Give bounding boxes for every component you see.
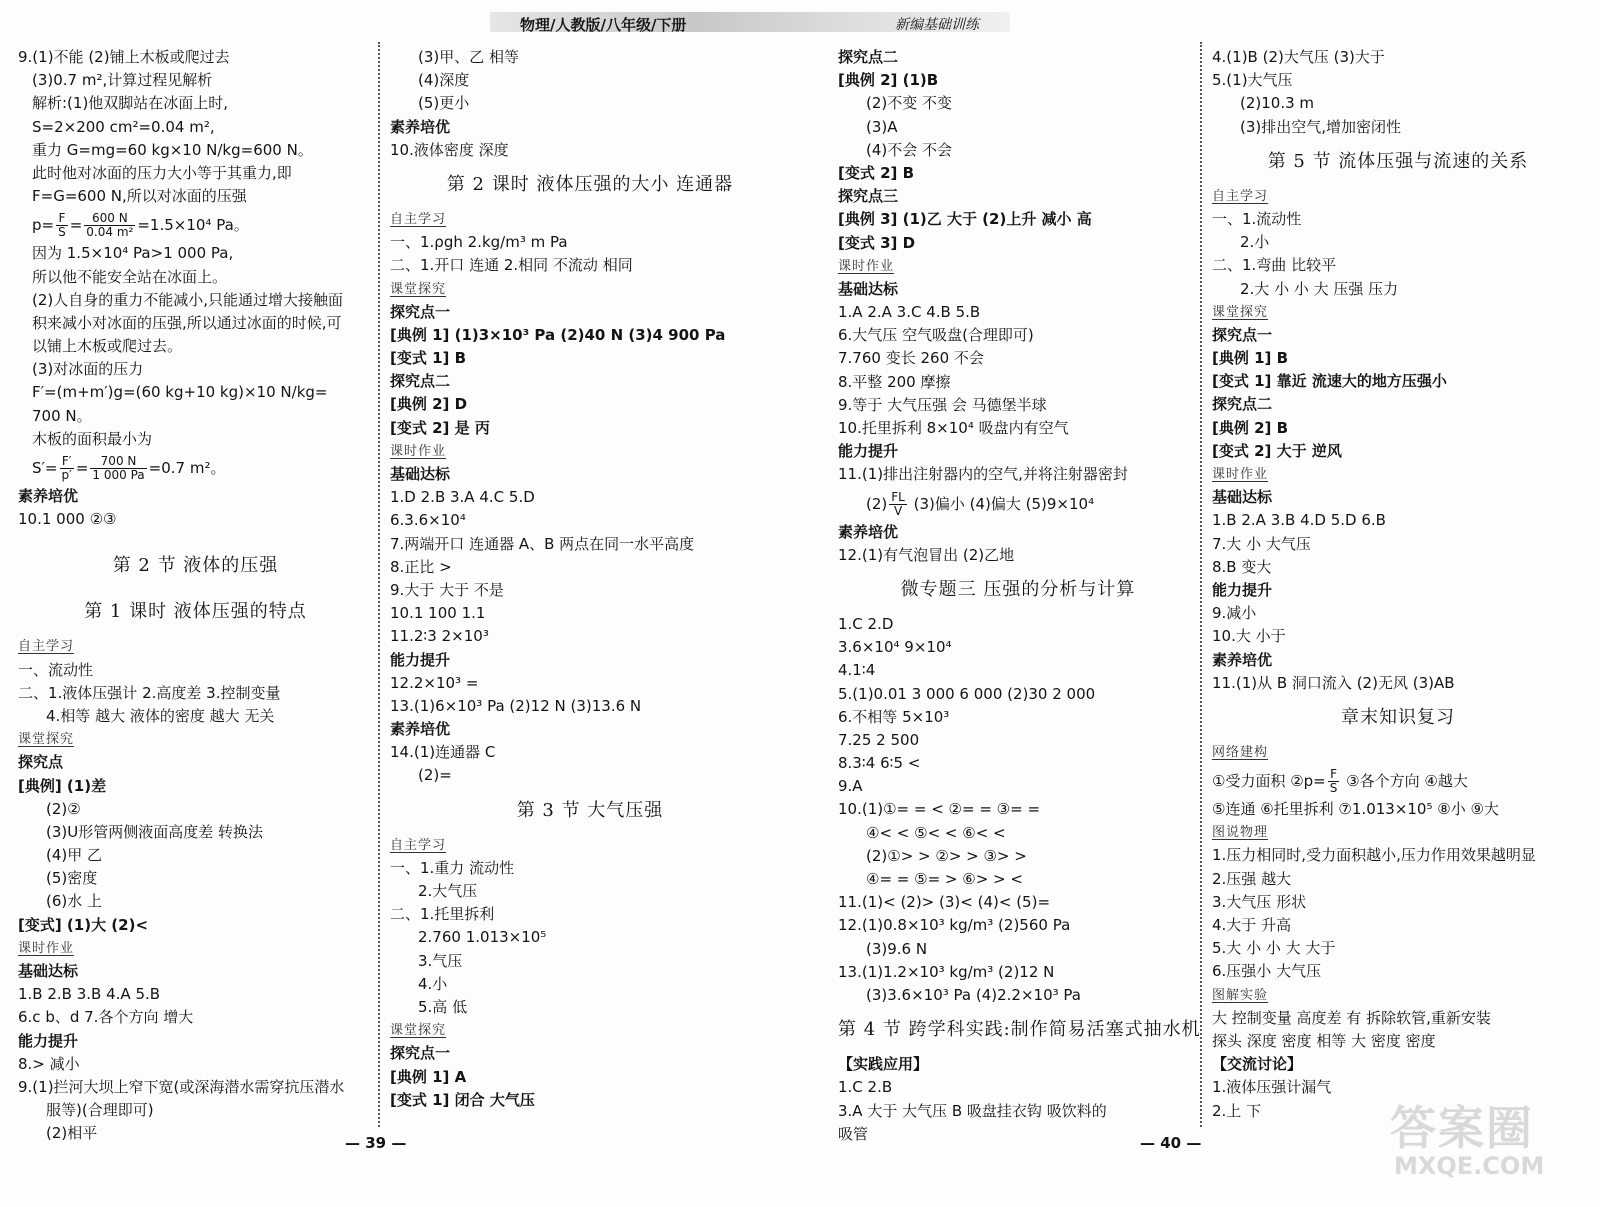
answer-line: 一、1.ρgh 2.kg/m³ m Pa (390, 233, 568, 252)
answer-line: 3.6×10⁴ 9×10⁴ (838, 638, 952, 657)
subheading: [典例 2] (1)B (838, 71, 939, 90)
formula-text: S′= (32, 459, 58, 477)
section-label: 课时作业 (1212, 467, 1269, 482)
answer-line: (2)不变 不变 (866, 94, 953, 113)
answer-line: 一、1.重力 流动性 (390, 858, 515, 877)
answer-line: 10.1 000 ②③ (18, 510, 117, 529)
fraction-numerator: F (56, 212, 68, 226)
subheading: [典例 1] (1)3×10³ Pa (2)40 N (3)4 900 Pa (390, 325, 726, 344)
fraction-denominator: S (1329, 781, 1338, 796)
answer-line: 2.小 (1240, 233, 1270, 252)
subheading: [典例 2] B (1212, 418, 1289, 437)
answer-line: 2.760 1.013×10⁵ (418, 928, 547, 947)
section-label: 图说物理 (1212, 825, 1269, 841)
answer-line: 6.不相等 5×10³ (838, 707, 950, 726)
answer-line: 11.2∶3 2×10³ (390, 627, 489, 646)
formula-text: (3)偏小 (4)偏大 (5)9×10⁴ (908, 494, 1095, 513)
answer-line: 以铺上木板或爬过去。 (32, 337, 183, 356)
answer-line: F=G=600 N,所以对冰面的压强 (32, 187, 247, 206)
subheading: 能力提升 (838, 442, 899, 461)
answer-line: 3.气压 (418, 951, 463, 970)
answer-line: 此时他对冰面的压力大小等于其重力,即 (32, 163, 292, 182)
subheading: 【实践应用】 (838, 1055, 929, 1074)
answer-line: 2.大 小 小 大 压强 压力 (1240, 279, 1399, 298)
answer-line: 二、1.开口 连通 2.相同 不流动 相同 (390, 256, 633, 275)
subheading: [变式 1] 闭合 大气压 (390, 1090, 535, 1109)
subheading: [变式] (1)大 (2)< (18, 915, 149, 934)
answer-line: (2)①> > ②> > ③> > (866, 846, 1027, 865)
answer-line: (5)密度 (46, 869, 98, 888)
section-title: 第 5 节 流体压强与流速的关系 (1267, 150, 1529, 172)
subheading: 探究点二 (390, 372, 451, 391)
answer-line: 9.A (838, 777, 863, 796)
answer-line: 13.(1)1.2×10³ kg/m³ (2)12 N (838, 962, 1055, 981)
answer-line: 6.c b、d 7.各个方向 增大 (18, 1008, 194, 1027)
answer-line: (3)9.6 N (866, 939, 928, 958)
subheading: 探究点二 (838, 48, 899, 66)
answer-line: 10.(1)①= = < ②= = ③= = (838, 800, 1041, 819)
subheading: 探究点一 (390, 302, 451, 321)
answer-line: 2.上 下 (1212, 1101, 1262, 1120)
fraction-numerator: F (1328, 768, 1340, 782)
answer-line: ④< < ⑤< < ⑥< < (866, 823, 1006, 842)
answer-line: 1.液体压强计漏气 (1212, 1078, 1332, 1097)
answer-column-4 (1212, 46, 1584, 1123)
subheading: 基础达标 (1212, 488, 1273, 507)
answer-line: 6.大气压 空气吸盘(合理即可) (838, 326, 1034, 345)
answer-line: 二、1.液体压强计 2.高度差 3.控制变量 (18, 683, 281, 702)
page-number-right: — 40 — (1140, 1134, 1202, 1152)
answer-line: (2)② (46, 799, 81, 818)
answer-column-3 (838, 46, 1201, 1146)
subheading: 基础达标 (390, 465, 451, 483)
answer-line: 二、1.弯曲 比较平 (1212, 256, 1337, 275)
page-number-left: — 39 — (345, 1134, 407, 1152)
answer-line: 二、1.托里拆利 (390, 905, 495, 924)
formula-text: =1.5×10⁴ Pa。 (137, 216, 249, 235)
answer-line: 8.3∶4 6∶5 < (838, 754, 921, 773)
answer-line: 4.(1)B (2)大气压 (3)大于 (1212, 48, 1385, 66)
section-label: 自主学习 (18, 639, 75, 655)
answer-line: (4)甲 乙 (46, 846, 103, 865)
answer-line: 积来减小对冰面的压强,所以通过冰面的时候,可 (32, 313, 342, 332)
section-label: 网络建构 (1212, 744, 1269, 760)
answer-line: ⑤连通 ⑥托里拆利 ⑦1.013×10⁵ ⑧小 ⑨大 (1212, 800, 1499, 819)
subheading: [典例] (1)差 (18, 776, 107, 795)
section-title: 第 4 节 跨学科实践:制作简易活塞式抽水机 (838, 1019, 1201, 1041)
running-header (490, 6, 1010, 36)
answer-line: 木板的面积最小为 (32, 429, 153, 448)
section-label: 课堂探究 (18, 732, 75, 748)
answer-line: 9.(1)不能 (2)铺上木板或爬过去 (18, 48, 230, 66)
fraction-denominator: p′ (61, 468, 72, 482)
answer-line: 12.2×10³ = (390, 673, 479, 692)
answer-line: 4.相等 越大 液体的密度 越大 无关 (46, 706, 275, 725)
section-label: 课时作业 (18, 940, 75, 956)
subheading: 能力提升 (390, 650, 451, 669)
answer-line: 7.两端开口 连通器 A、B 两点在同一水平高度 (390, 534, 695, 553)
answer-line: ④= = ⑤= > ⑥> > < (866, 870, 1023, 888)
answer-line: 8.> 减小 (18, 1054, 80, 1073)
subheading: 基础达标 (18, 962, 79, 980)
fraction-numerator: 700 N (90, 455, 146, 469)
fraction-denominator: V (893, 503, 903, 518)
answer-line: (2)人自身的重力不能减小,只能通过增大接触面 (32, 290, 344, 309)
answer-line: (3)甲、乙 相等 (418, 48, 520, 66)
answer-column-2 (390, 46, 790, 1112)
fraction (90, 455, 146, 482)
answer-line: 3.A 大于 大气压 B 吸盘挂衣钩 吸饮料的 (838, 1101, 1107, 1120)
section-title: 微专题三 压强的分析与计算 (900, 578, 1136, 600)
subheading: 探究点三 (838, 187, 899, 206)
fraction-denominator: 0.04 m² (86, 225, 134, 240)
answer-line: 6.3.6×10⁴ (390, 511, 466, 530)
answer-line: 8.平整 200 摩擦 (838, 372, 951, 391)
section-title: 章末知识复习 (1341, 706, 1455, 728)
subheading: 探究点一 (390, 1044, 451, 1063)
formula-text: ①受力面积 ②p= (1212, 772, 1326, 791)
fraction-denominator: 1 000 Pa (92, 468, 145, 482)
answer-line: (3)对冰面的压力 (32, 360, 144, 379)
section-label: 课堂探究 (390, 281, 447, 297)
subheading: 【交流讨论】 (1212, 1055, 1303, 1074)
answer-line: 解析:(1)他双脚站在冰面上时, (32, 94, 229, 113)
answer-line: 服等)(合理即可) (46, 1101, 154, 1120)
answer-line: 7.25 2 500 (838, 730, 920, 749)
formula-line (838, 487, 1198, 521)
fraction (84, 212, 135, 239)
answer-line: 4.1∶4 (838, 661, 876, 680)
answer-line: (2)相平 (46, 1124, 98, 1143)
subheading: 素养培优 (1212, 650, 1273, 669)
answer-column-1 (18, 46, 373, 1146)
answer-line: 5.(1)0.01 3 000 6 000 (2)30 2 000 (838, 684, 1096, 703)
answer-line: 4.大于 升高 (1212, 916, 1292, 934)
column-divider (378, 42, 380, 1127)
answer-line: (3)U形管两侧液面高度差 转换法 (46, 822, 263, 841)
section-label: 课堂探究 (390, 1023, 447, 1039)
answer-line: 9.减小 (1212, 604, 1257, 623)
answer-line: 3.大气压 形状 (1212, 892, 1307, 911)
answer-line: 8.B 变大 (1212, 557, 1272, 576)
answer-line: 14.(1)连通器 C (390, 743, 496, 762)
answer-line: 2.大气压 (418, 882, 478, 900)
answer-line: 1.D 2.B 3.A 4.C 5.D (390, 488, 535, 507)
subheading: [典例 1] B (1212, 349, 1289, 368)
answer-line: 12.(1)有气泡冒出 (2)乙地 (838, 545, 1015, 564)
formula-text: ③各个方向 ④越大 (1341, 772, 1468, 791)
header-subject: 物理/人教版/八年级/下册 (520, 16, 687, 34)
answer-line: 10.托里拆利 8×10⁴ 吸盘内有空气 (838, 419, 1069, 437)
fraction (60, 455, 74, 482)
answer-line: (4)不会 不会 (866, 140, 953, 159)
answer-line: 一、1.流动性 (1212, 209, 1302, 228)
section-title: 第 2 课时 液体压强的大小 连通器 (446, 173, 734, 195)
subheading: 探究点一 (1212, 325, 1273, 344)
subheading: 素养培优 (390, 720, 451, 739)
answer-line: 4.小 (418, 974, 448, 993)
header-series: 新编基础训练 (895, 17, 979, 33)
answer-line: 12.(1)0.8×10³ kg/m³ (2)560 Pa (838, 916, 1071, 935)
section-title: 第 2 节 液体的压强 (112, 555, 279, 577)
subheading: [变式 1] 靠近 流速大的地方压强小 (1212, 372, 1447, 391)
formula-line (1212, 764, 1584, 798)
answer-line: 1.C 2.D (838, 614, 894, 633)
answer-line: 11.(1)从 B 洞口流入 (2)无风 (3)AB (1212, 673, 1455, 692)
section-label: 图解实验 (1212, 987, 1269, 1003)
fraction (56, 212, 68, 239)
answer-line: 1.A 2.A 3.C 4.B 5.B (838, 303, 981, 322)
answer-line: 2.压强 越大 (1212, 869, 1292, 888)
subheading: [变式 2] 是 丙 (390, 418, 490, 437)
section-label: 课时作业 (838, 258, 895, 274)
answer-line: (3)3.6×10³ Pa (4)2.2×10³ Pa (866, 985, 1081, 1004)
subheading: [典例 3] (1)乙 大于 (2)上升 减小 高 (838, 210, 1092, 229)
answer-line: 吸管 (838, 1124, 869, 1143)
subheading: 能力提升 (1212, 580, 1273, 599)
answer-line: 9.大于 大于 不是 (390, 580, 504, 599)
answer-line: F′=(m+m′)g=(60 kg+10 kg)×10 N/kg= (32, 383, 328, 402)
answer-line: 10.液体密度 深度 (390, 140, 509, 159)
subheading: [变式 2] B (838, 163, 915, 182)
answer-line: (3)排出空气,增加密闭性 (1240, 117, 1402, 136)
answer-line: (3)A (866, 117, 898, 136)
answer-line: 8.正比 > (390, 557, 452, 576)
subheading: 素养培优 (838, 522, 899, 541)
subheading: [典例 1] A (390, 1067, 467, 1086)
subheading: [变式 1] B (390, 349, 467, 368)
column-divider (1200, 42, 1202, 1127)
subheading: 能力提升 (18, 1031, 79, 1050)
answer-line: 1.压力相同时,受力面积越小,压力作用效果越明显 (1212, 846, 1536, 865)
answer-line: 大 控制变量 高度差 有 拆除软管,重新安装 (1212, 1008, 1491, 1027)
answer-line: 13.(1)6×10³ Pa (2)12 N (3)13.6 N (390, 696, 642, 715)
answer-line: (4)深度 (418, 71, 470, 90)
formula-line (18, 208, 373, 242)
section-title: 第 3 节 大气压强 (516, 799, 664, 821)
answer-line: 9.等于 大气压强 会 马德堡半球 (838, 395, 1047, 414)
answer-line: 11.(1)< (2)> (3)< (4)< (5)= (838, 893, 1051, 912)
subheading: 基础达标 (838, 279, 899, 298)
answer-line: 1.C 2.B (838, 1078, 893, 1097)
answer-line: 1.B 2.B 3.B 4.A 5.B (18, 985, 161, 1004)
section-label: 自主学习 (1212, 188, 1269, 204)
formula-text: = (75, 459, 89, 477)
answer-line: (5)更小 (418, 94, 470, 113)
answer-line: (6)水 上 (46, 892, 103, 911)
section-label: 自主学习 (390, 211, 447, 227)
formula-text: = (69, 216, 83, 235)
answer-line: 探头 深度 密度 相等 大 密度 密度 (1212, 1031, 1436, 1050)
answer-line: 6.压强小 大气压 (1212, 962, 1322, 981)
answer-line: 10.大 小于 (1212, 627, 1286, 646)
answer-line: 5.(1)大气压 (1212, 71, 1293, 90)
answer-line: 一、流动性 (18, 660, 94, 679)
answer-line: 所以他不能安全站在冰面上。 (32, 267, 228, 286)
subheading: 素养培优 (390, 117, 451, 136)
answer-line: (2)10.3 m (1240, 94, 1315, 113)
answer-line: S=2×200 cm²=0.04 m², (32, 117, 215, 136)
subheading: 探究点 (18, 753, 64, 772)
section-label: 课时作业 (390, 443, 447, 459)
subheading: [典例 2] D (390, 395, 468, 414)
formula-text: p= (32, 216, 55, 235)
formula-line (18, 451, 373, 485)
answer-line: 1.B 2.A 3.B 4.D 5.D 6.B (1212, 511, 1386, 530)
fraction-numerator: FL (891, 489, 905, 504)
fraction-numerator: F′ (60, 455, 74, 469)
section-label: 课堂探究 (1212, 304, 1269, 320)
answer-line: 7.大 小 大气压 (1212, 534, 1311, 553)
subheading: 素养培优 (18, 487, 79, 505)
answer-line: 11.(1)排出注射器内的空气,并将注射器密封 (838, 465, 1128, 484)
watermark-logo: 答案圈 MXQE.COM (1390, 1101, 1545, 1180)
fraction-numerator: 600 N (84, 212, 135, 226)
formula-text: (2) (866, 494, 888, 513)
subheading: [变式 3] D (838, 233, 916, 252)
spacer (18, 531, 373, 543)
answer-line: 因为 1.5×10⁴ Pa>1 000 Pa, (32, 244, 234, 263)
section-title: 第 1 课时 液体压强的特点 (84, 601, 307, 623)
subheading: [变式 2] 大于 逆风 (1212, 441, 1342, 460)
fraction (889, 491, 907, 518)
formula-text: =0.7 m²。 (148, 459, 226, 477)
subheading: 探究点二 (1212, 395, 1273, 414)
fraction (1328, 768, 1340, 795)
answer-line: 5.高 低 (418, 997, 468, 1016)
fraction-denominator: S (58, 225, 66, 240)
answer-line: (2)= (418, 766, 452, 785)
answer-line: 700 N。 (32, 406, 92, 425)
answer-line: 10.1 100 1.1 (390, 604, 486, 623)
answer-line: (3)0.7 m²,计算过程见解析 (32, 71, 213, 90)
answer-line: 7.760 变长 260 不会 (838, 349, 984, 368)
answer-line: 9.(1)拦河大坝上窄下宽(或深海潜水需穿抗压潜水 (18, 1077, 345, 1096)
section-label: 自主学习 (390, 837, 447, 853)
answer-line: 重力 G=mg=60 kg×10 N/kg=600 N。 (32, 140, 313, 159)
answer-line: 5.大 小 小 大 大于 (1212, 939, 1336, 958)
